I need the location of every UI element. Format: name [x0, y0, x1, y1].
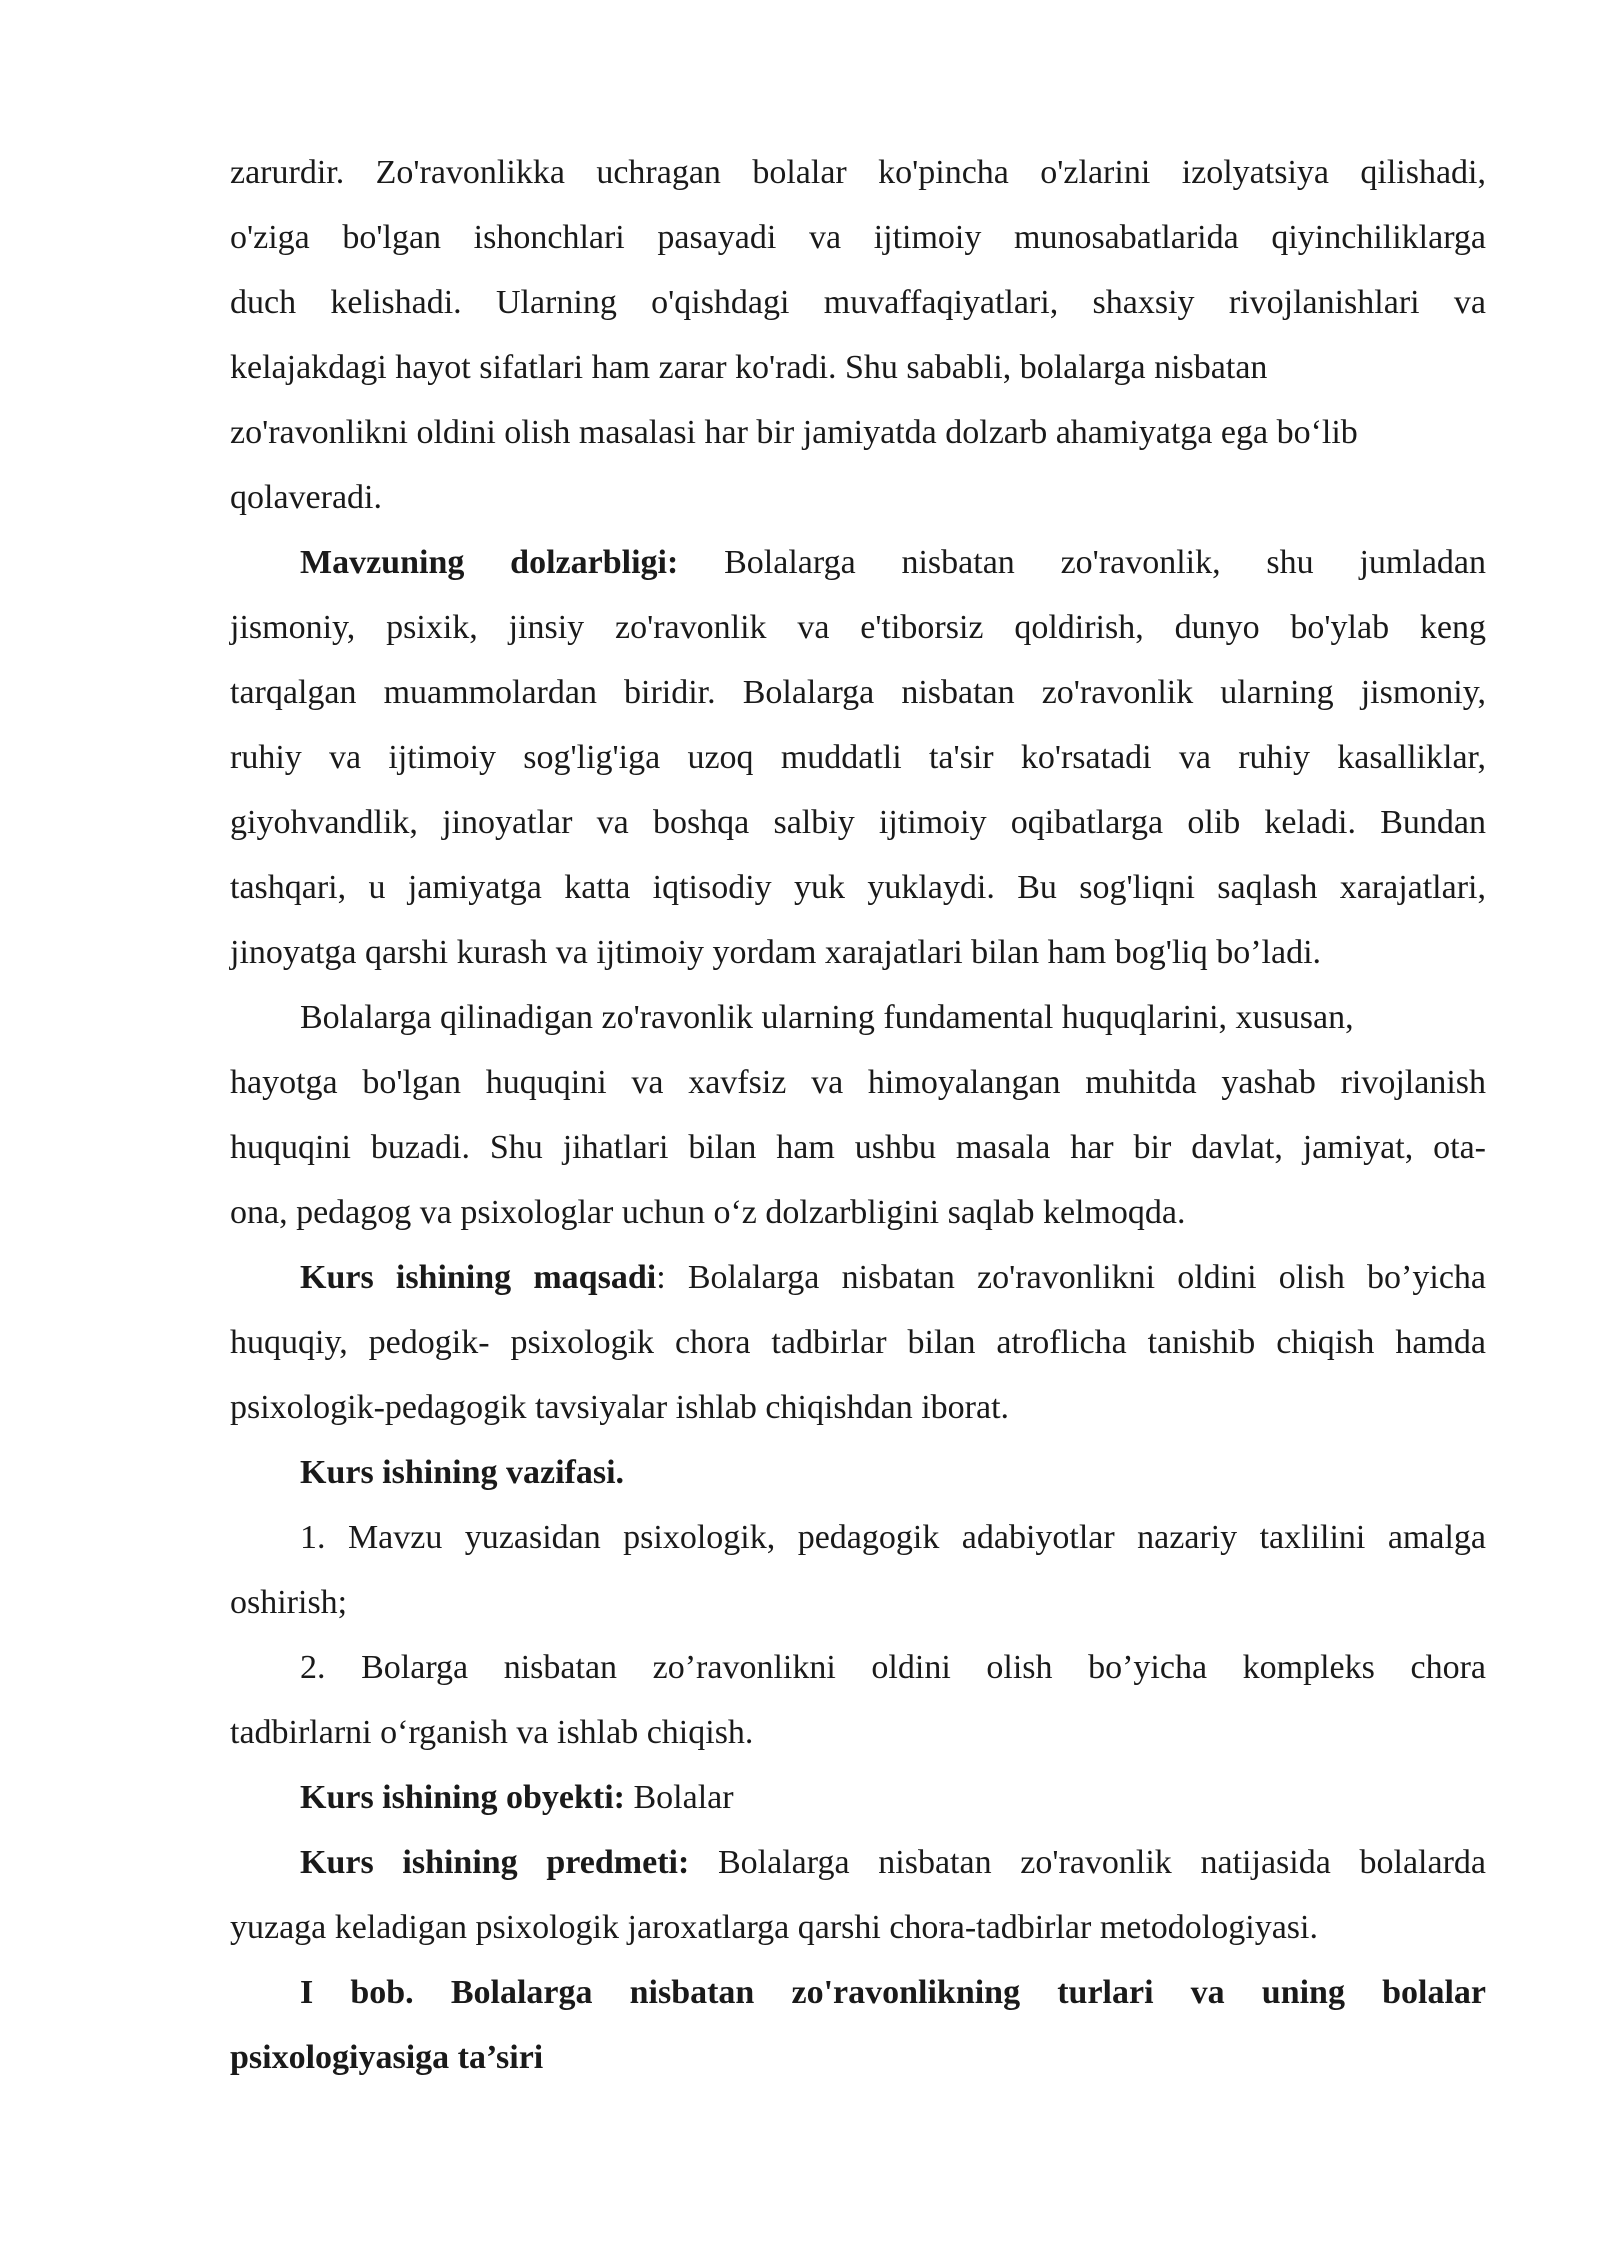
predmet-first-text: Bolalarga nisbatan zo'ravonlik natijasida bolalarda [689, 1844, 1487, 1881]
dolzarblik-line-7: jinoyatga qarshi kurash va ijtimoiy yordam xarajatlari bilan ham bog'liq bo’ladi. [230, 934, 1322, 971]
predmet-first-line [230, 1830, 1486, 1895]
huquqlar-line-1: Bolalarga qilinadigan zo'ravonlik ularning fundamental huquqlarini, xususan, [300, 999, 1354, 1036]
predmet-line-2: yuzaga keladigan psixologik jaroxatlarga qarshi chora-tadbirlar metodologiyasi. [230, 1909, 1318, 1946]
dolzarblik-line-4: ruhiy va ijtimoiy sog'lig'iga uzoq muddatli ta'sir ko'rsatadi va ruhiy kasalliklar, [230, 739, 1486, 776]
chapter-title-line-2: psixologiyasiga ta’siri [230, 2039, 544, 2076]
predmet-heading: Kurs ishining predmeti: [300, 1844, 690, 1881]
intro-line-3: duch kelishadi. Ularning o'qishdagi muvaffaqiyatlari, shaxsiy rivojlanishlari va [230, 284, 1486, 321]
vazifa-item-2-line-1: 2. Bolarga nisbatan zo’ravonlikni oldini olish bo’yicha kompleks chora [300, 1649, 1486, 1686]
vazifa-item-1-line-1: 1. Mavzu yuzasidan psixologik, pedagogik adabiyotlar nazariy taxlilini amalga [300, 1519, 1486, 1556]
huquqlar-line-4: ona, pedagog va psixologlar uchun o‘z dolzarbligini saqlab kelmoqda. [230, 1194, 1186, 1231]
intro-line-5: zo'ravonlikni oldini olish masalasi har bir jamiyatda dolzarb ahamiyatga ega bo‘lib [230, 414, 1358, 451]
dolzarblik-first-text: Bolalarga nisbatan zo'ravonlik, shu jumladan [724, 544, 1487, 581]
vazifa-item-1-line-2: oshirish; [230, 1584, 348, 1621]
dolzarblik-line-2: jismoniy, psixik, jinsiy zo'ravonlik va e'tiborsiz qoldirish, dunyo bo'ylab keng [230, 609, 1486, 646]
vazifa-item-2-line-2: tadbirlarni o‘rganish va ishlab chiqish. [230, 1714, 754, 1751]
intro-line-1: zarurdir. Zo'ravonlikka uchragan bolalar ko'pincha o'zlarini izolyatsiya qilishadi, [230, 154, 1486, 191]
maqsad-heading: Kurs ishining maqsadi [300, 1259, 657, 1296]
chapter-title-line-1: I bob. Bolalarga nisbatan zo'ravonlikning turlari va uning bolalar [300, 1974, 1486, 2011]
huquqlar-line-3: huquqini buzadi. Shu jihatlari bilan ham ushbu masala har bir davlat, jamiyat, ota- [230, 1129, 1486, 1166]
dolzarblik-line-3: tarqalgan muammolardan biridir. Bolalarga nisbatan zo'ravonlik ularning jismoniy, [230, 674, 1486, 711]
intro-line-4: kelajakdagi hayot sifatlari ham zarar ko'radi. Shu sababli, bolalarga nisbatan [230, 349, 1268, 386]
obyekt-heading: Kurs ishining obyekti: [300, 1779, 625, 1816]
maqsad-line-3: psixologik-pedagogik tavsiyalar ishlab chiqishdan iborat. [230, 1389, 1010, 1426]
maqsad-line-2: huquqiy, pedogik- psixologik chora tadbirlar bilan atroflicha tanishib chiqish hamda [230, 1324, 1486, 1361]
intro-line-2: o'ziga bo'lgan ishonchlari pasayadi va ijtimoiy munosabatlarida qiyinchiliklarga [230, 219, 1486, 256]
huquqlar-line-2: hayotga bo'lgan huquqini va xavfsiz va himoyalangan muhitda yashab rivojlanish [230, 1064, 1486, 1101]
obyekt-line [230, 1765, 1486, 1830]
vazifa-heading: Kurs ishining vazifasi. [300, 1454, 625, 1491]
dolzarblik-line-5: giyohvandlik, jinoyatlar va boshqa salbiy ijtimoiy oqibatlarga olib keladi. Bundan [230, 804, 1486, 841]
dolzarblik-first-line [230, 530, 1486, 595]
intro-line-6: qolaveradi. [230, 479, 382, 516]
maqsad-first-text: : Bolalarga nisbatan zo'ravonlikni oldini olish bo’yicha [656, 1259, 1487, 1296]
dolzarblik-heading: Mavzuning dolzarbligi: [300, 544, 679, 581]
obyekt-value: Bolalar [624, 1779, 734, 1816]
maqsad-first-line [230, 1245, 1486, 1310]
dolzarblik-line-6: tashqari, u jamiyatga katta iqtisodiy yuk yuklaydi. Bu sog'liqni saqlash xarajatlari, [230, 869, 1486, 906]
document-body [230, 140, 1486, 2090]
